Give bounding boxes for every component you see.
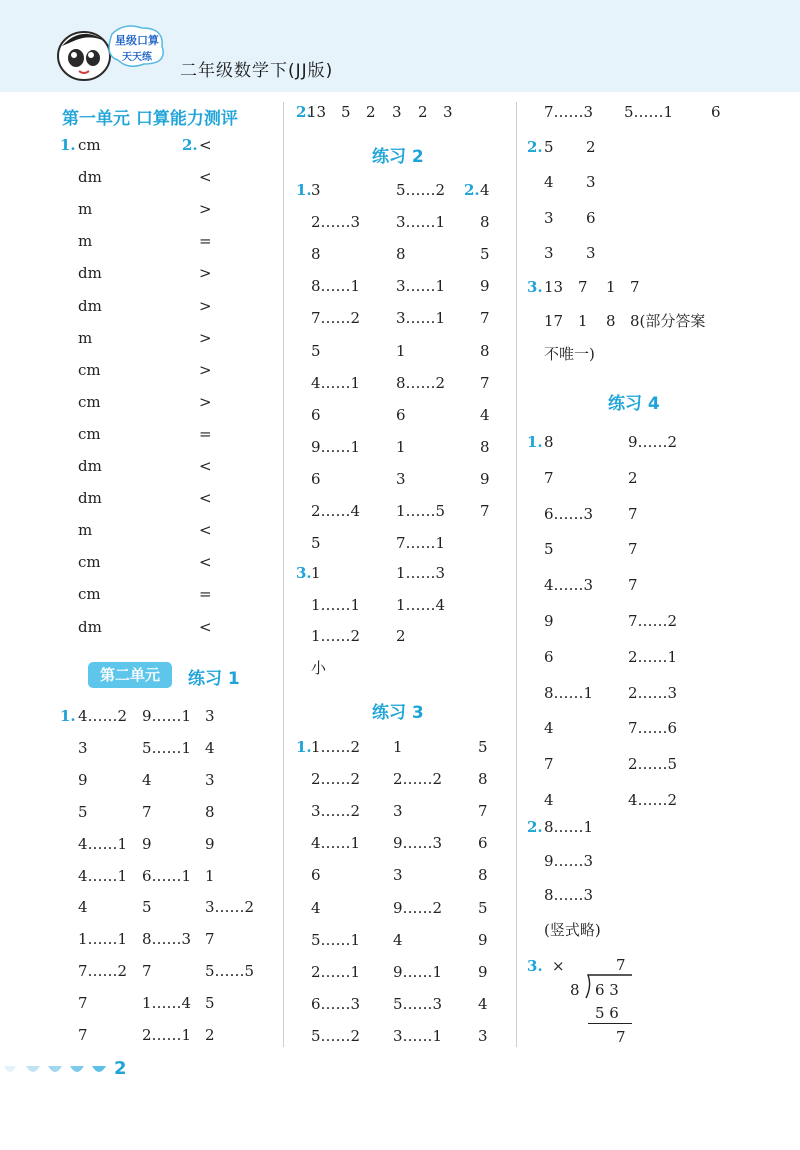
answer-cell: 4	[480, 405, 490, 424]
answer-unit: m	[78, 200, 93, 219]
answer-cell: 1	[396, 437, 406, 456]
answer-cell: 8	[480, 437, 490, 456]
answer-cell: 8(部分答案	[630, 312, 706, 330]
answer-cell: 5……5	[205, 962, 255, 981]
unit2-badge: 第二单元	[88, 662, 172, 688]
answer-compare: <	[199, 168, 212, 187]
answer-unit: cm	[78, 553, 101, 572]
question-number: 2.	[296, 103, 312, 121]
question-number: 2.	[464, 181, 480, 199]
question-number: 3.	[296, 564, 312, 582]
answer-cell: 6	[311, 405, 321, 424]
answer-cell: 1	[578, 312, 588, 330]
answer-unit: cm	[78, 360, 101, 379]
answer-unit: m	[78, 328, 93, 347]
answer-cell: 8	[480, 213, 490, 232]
question-number: 1.	[60, 136, 76, 154]
answer-cell: 5……1	[624, 103, 674, 121]
answer-cell: 1	[311, 564, 321, 582]
answer-cell: 7……2	[628, 612, 678, 630]
answer-compare: >	[199, 264, 212, 283]
answer-cell: 6	[544, 647, 554, 666]
answer-unit: cm	[78, 424, 101, 443]
answer-cell: 6	[311, 866, 321, 885]
answer-cell: 6……3	[544, 504, 594, 523]
answer-cell: 7	[628, 576, 638, 595]
column-separator-2	[516, 102, 517, 1047]
answer-cell: 1	[396, 341, 406, 360]
answer-cell: 4	[393, 930, 403, 949]
answer-cell: 3	[586, 243, 596, 262]
answer-cell: 2……5	[628, 755, 678, 774]
answer-cell: 13	[544, 278, 564, 296]
answer-cell: 4	[205, 738, 215, 757]
page-header	[0, 0, 800, 92]
answer-cell: 2……3	[628, 683, 678, 702]
answer-cell: 4	[478, 994, 488, 1013]
division-line	[588, 1023, 632, 1024]
answer-cell: 4……1	[78, 834, 128, 853]
exercise-2-title: 练习 2	[372, 147, 424, 167]
answer-cell: 2	[418, 103, 428, 121]
answer-cell: 7	[78, 994, 88, 1013]
answer-cell: 8……1	[544, 818, 594, 836]
answer-cell: 7	[478, 802, 488, 821]
answer-cell: 4……2	[628, 791, 678, 809]
answer-cell: 3	[544, 208, 554, 227]
answer-cell: 7	[142, 962, 152, 981]
answer-cell: 8	[606, 312, 616, 330]
answer-cell: 3……2	[205, 898, 255, 917]
answer-cell: 8……3	[142, 930, 192, 949]
answer-cell: 2	[628, 468, 638, 487]
answer-unit: dm	[78, 489, 102, 508]
answer-cell: 6	[396, 405, 406, 424]
answer-cell: 7	[544, 755, 554, 774]
answer-cell: 3	[393, 866, 403, 885]
question-number: 1.	[527, 433, 543, 451]
answer-cell: 8……1	[311, 277, 361, 296]
answer-cell: 2	[586, 138, 596, 156]
answer-cell: 5	[311, 341, 321, 360]
answer-cell: 2……2	[393, 770, 443, 789]
answer-cell: 6	[311, 469, 321, 488]
answer-cell: 8……2	[396, 373, 446, 392]
answer-cell: 7	[630, 278, 640, 296]
answer-cell: 4	[311, 898, 321, 917]
answer-unit: m	[78, 521, 93, 540]
question-number: 3.	[527, 278, 543, 296]
division-product: 5 6	[595, 1004, 619, 1022]
mascot-logo	[52, 20, 172, 86]
logo-text-1: 星级口算	[115, 34, 159, 47]
answer-cell: 3	[586, 173, 596, 192]
answer-cell: 13	[307, 103, 327, 121]
answer-cell: 9……1	[142, 707, 192, 725]
answer-compare: <	[199, 521, 212, 540]
answer-unit: dm	[78, 264, 102, 283]
answer-cell: 4……1	[78, 866, 128, 885]
answer-unit: dm	[78, 168, 102, 187]
answer-cell: 9……2	[393, 898, 443, 917]
answer-cell: 3……1	[396, 213, 446, 232]
answer-cell: 4	[544, 173, 554, 192]
answer-compare: =	[199, 232, 212, 251]
answer-mark: ×	[552, 957, 565, 975]
answer-cell: 2……1	[628, 647, 678, 666]
answer-cell: 小	[311, 659, 327, 678]
answer-cell: 9	[544, 612, 554, 630]
answer-cell: 9	[480, 469, 490, 488]
answer-cell: 2……2	[311, 770, 361, 789]
answer-compare: =	[199, 585, 212, 604]
answer-cell: 3	[205, 707, 215, 725]
division-divisor: 8	[570, 981, 580, 999]
answer-cell: 9……1	[393, 962, 443, 981]
answer-unit: dm	[78, 296, 102, 315]
answer-cell: 5	[311, 534, 321, 553]
answer-cell: 9……3	[393, 834, 443, 853]
answer-cell: 5……1	[311, 930, 361, 949]
answer-cell: 4……2	[78, 707, 128, 725]
answer-cell: 9	[205, 834, 215, 853]
answer-cell: 2	[366, 103, 376, 121]
answer-cell: 4	[142, 770, 152, 789]
answer-cell: 9……3	[544, 852, 594, 870]
division-remainder: 7	[616, 1028, 626, 1046]
answer-cell: 2	[396, 627, 406, 646]
answer-cell: 3	[392, 103, 402, 121]
answer-cell: 7	[205, 930, 215, 949]
answer-cell: 8	[478, 866, 488, 885]
answer-cell: 1……4	[142, 994, 192, 1013]
answer-cell: 2……1	[142, 1026, 192, 1044]
question-number: 2.	[527, 138, 543, 156]
answer-cell: 9	[480, 277, 490, 296]
header-scallop-border	[0, 84, 800, 98]
answer-cell: 7	[628, 540, 638, 559]
answer-cell: 4	[544, 719, 554, 738]
answer-cell: 8	[544, 433, 554, 451]
answer-cell: 7……2	[78, 962, 128, 981]
answer-cell: 1……5	[396, 502, 446, 520]
division-dividend: 6 3	[595, 981, 619, 999]
answer-cell: 3	[205, 770, 215, 789]
answer-compare: <	[199, 489, 212, 508]
answer-cell: 3	[396, 469, 406, 488]
answer-cell: 1	[205, 866, 215, 885]
answer-cell: 5	[544, 540, 554, 559]
answer-cell: 1……2	[311, 738, 361, 756]
answer-cell: 6……1	[142, 866, 192, 885]
answer-cell: 8……1	[544, 683, 594, 702]
answer-cell: 8	[205, 802, 215, 821]
answer-cell: 4……1	[311, 373, 361, 392]
answer-cell: 3	[78, 738, 88, 757]
answer-cell: 8……3	[544, 886, 594, 904]
answer-cell: 1……1	[311, 595, 361, 614]
question-number: 1.	[60, 707, 76, 725]
answer-compare: >	[199, 360, 212, 379]
answer-cell: 9	[478, 930, 488, 949]
answer-cell: 8	[480, 341, 490, 360]
answer-cell: 7	[578, 278, 588, 296]
answer-cell: 5	[544, 138, 554, 156]
answer-unit: dm	[78, 457, 102, 475]
answer-compare: <	[199, 617, 212, 636]
answer-compare: <	[199, 553, 212, 572]
question-number: 3.	[527, 957, 543, 975]
answer-cell: 7	[78, 1026, 88, 1044]
answer-cell: 8	[478, 770, 488, 789]
answer-cell: 2	[205, 1026, 215, 1044]
answer-cell: 3	[478, 1026, 488, 1045]
answer-cell: 8	[396, 245, 406, 264]
answer-cell: 4	[544, 791, 554, 809]
answer-compare: =	[199, 424, 212, 443]
answer-cell: 5	[480, 245, 490, 264]
answer-unit: cm	[78, 585, 101, 604]
answer-compare: >	[199, 200, 212, 219]
answer-cell: 1……3	[396, 564, 446, 582]
answer-cell: 1……4	[396, 595, 446, 614]
answer-cell: 6	[478, 834, 488, 853]
answer-cell: 5	[205, 994, 215, 1013]
answer-cell: 7	[544, 468, 554, 487]
answer-cell: 9	[142, 834, 152, 853]
answer-cell: 7……2	[311, 309, 361, 328]
answer-cell: 17	[544, 312, 564, 330]
answer-cell: 7	[480, 309, 490, 328]
answer-cell: 5	[78, 802, 88, 821]
exercise-1-title: 练习 1	[188, 669, 240, 689]
answer-cell: 5……3	[393, 994, 443, 1013]
exercise-3-title: 练习 3	[372, 703, 424, 723]
grade-title: 二年级数学下(JJ版)	[180, 61, 334, 81]
footer-dots	[2, 1062, 112, 1080]
answer-cell: 4	[78, 898, 88, 917]
answer-cell: 1……1	[78, 930, 128, 949]
answer-cell: 7	[142, 802, 152, 821]
question-number: 2.	[527, 818, 543, 836]
answer-cell: 4……1	[311, 834, 361, 853]
answer-cell: 3	[544, 243, 554, 262]
answer-cell: 5	[341, 103, 351, 121]
answer-unit: cm	[78, 392, 101, 411]
answer-cell: 6	[586, 208, 596, 227]
answer-cell: 5……2	[311, 1026, 361, 1045]
answer-unit: cm	[78, 136, 101, 154]
answer-cell: 5	[142, 898, 152, 917]
answer-cell: 3	[311, 181, 321, 199]
column-separator-1	[283, 102, 284, 1047]
answer-cell: 2……4	[311, 502, 361, 520]
answer-cell: 8	[311, 245, 321, 264]
answer-cell: 4	[480, 181, 490, 199]
answer-cell: 5	[478, 898, 488, 917]
answer-note: (竖式略)	[544, 921, 601, 939]
answer-cell: 1	[606, 278, 616, 296]
answer-unit: m	[78, 232, 93, 251]
answer-cell: 5……1	[142, 738, 192, 757]
answer-cell: 7……3	[544, 103, 594, 121]
answer-compare: >	[199, 296, 212, 315]
answer-cell: 7……1	[396, 534, 446, 553]
page-number: 2	[114, 1058, 127, 1079]
answer-cell: 9	[478, 962, 488, 981]
answer-cell: 7	[628, 504, 638, 523]
answer-cell: 9	[78, 770, 88, 789]
unit1-title: 第一单元 口算能力测评	[62, 109, 238, 129]
answer-cell: 1……2	[311, 627, 361, 646]
answer-cell: 9……2	[628, 433, 678, 451]
answer-cell: 2……1	[311, 962, 361, 981]
answer-cell: 9……1	[311, 437, 361, 456]
answer-note: 不唯一)	[544, 345, 595, 363]
answer-compare: <	[199, 136, 212, 154]
logo-text-2: 天天练	[122, 52, 152, 63]
question-number: 1.	[296, 181, 312, 199]
answer-compare: >	[199, 328, 212, 347]
answer-cell: 5	[478, 738, 488, 756]
answer-cell: 3	[393, 802, 403, 821]
question-number: 2.	[182, 136, 198, 154]
answer-cell: 7	[480, 502, 490, 520]
answer-cell: 6……3	[311, 994, 361, 1013]
answer-cell: 3……1	[396, 309, 446, 328]
exercise-4-title: 练习 4	[608, 394, 660, 414]
answer-cell: 4……3	[544, 576, 594, 595]
question-number: 1.	[296, 738, 312, 756]
division-quotient: 7	[616, 956, 626, 974]
answer-unit: dm	[78, 617, 102, 636]
answer-cell: 3……1	[396, 277, 446, 296]
answer-cell: 7……6	[628, 719, 678, 738]
answer-cell: 7	[480, 373, 490, 392]
answer-cell: 2……3	[311, 213, 361, 232]
answer-cell: 1	[393, 738, 403, 756]
answer-compare: >	[199, 392, 212, 411]
answer-cell: 3……1	[393, 1026, 443, 1045]
answer-cell: 5……2	[396, 181, 446, 199]
answer-compare: <	[199, 457, 212, 475]
answer-cell: 6	[711, 103, 721, 121]
answer-cell: 3……2	[311, 802, 361, 821]
answer-cell: 3	[443, 103, 453, 121]
